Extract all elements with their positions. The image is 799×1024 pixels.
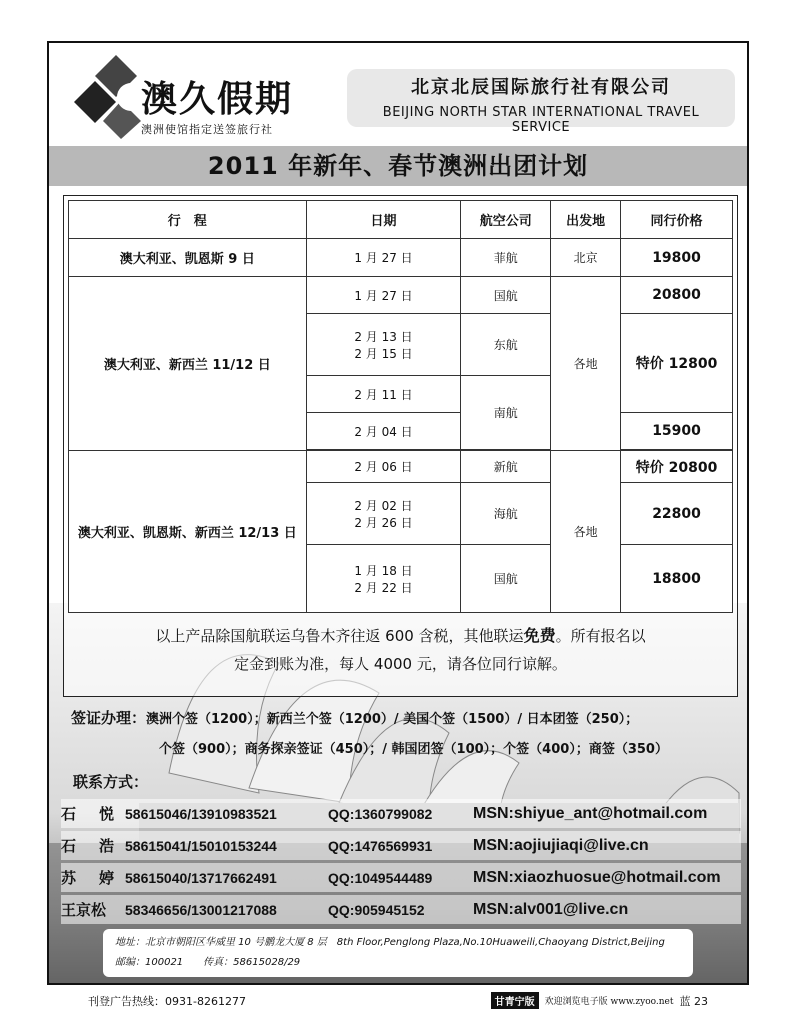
price-cell: 特价 20800: [621, 451, 733, 483]
contact-msn: MSN:aojiujiaqi@live.cn: [473, 836, 649, 854]
contact-qq: QQ:905945152: [328, 901, 425, 918]
postcode-fax-line: 邮编：100021 传真：58615028/29: [115, 957, 301, 968]
origin-cell: 各地: [551, 451, 621, 613]
route-cell: 澳大利亚、新西兰 11/12 日: [69, 277, 307, 451]
edition-badge: 甘青宁版: [491, 992, 539, 1009]
contact-name: 苏 婷: [61, 869, 119, 887]
date-cell: [306, 483, 461, 545]
site-text: 欢迎浏览电子版 www.zyoo.net: [544, 997, 674, 1007]
logo-subtitle: 澳洲使馆指定送签旅行社: [141, 123, 273, 136]
airline-cell: 国航: [461, 277, 551, 314]
airline-cell: 菲航: [461, 239, 551, 277]
contact-heading: 联系方式：: [73, 773, 149, 791]
note-text-end: 。所有报名以: [555, 627, 646, 645]
note-line-1: [64, 622, 737, 650]
booking-note: [64, 622, 737, 678]
contact-name: 石 悦: [61, 805, 119, 823]
visa-section: [71, 703, 731, 765]
date-cell: [306, 545, 461, 613]
schedule-table: [68, 200, 733, 613]
origin-cell: 各地: [551, 277, 621, 451]
date-line: 1 月 18 日: [354, 563, 413, 578]
contact-msn: MSN:xiaozhuosue@hotmail.com: [473, 868, 721, 886]
table-row: [69, 239, 733, 277]
address-box: [103, 929, 693, 977]
date-line: 2 月 15 日: [354, 346, 413, 361]
footer-right: [491, 992, 708, 1009]
contact-list: [61, 799, 741, 927]
contact-phone: 58615041/15010153244: [125, 837, 277, 854]
page-footer: [88, 992, 708, 1009]
airline-cell: 东航: [461, 314, 551, 376]
price-cell: 18800: [621, 545, 733, 613]
col-header-route: 行 程: [69, 201, 307, 239]
address-line: 地址：北京市朝阳区华威里 10 号鹏龙大厦 8 层 8th Floor,Penglong Plaza,No.10Huaweili,Chaoyang District,Beijing: [115, 937, 665, 948]
price-cell: 15900: [621, 413, 733, 450]
price-cell: 19800: [621, 239, 733, 277]
page-title: 2011 年新年、春节澳洲出团计划: [207, 152, 589, 180]
logo-title: 澳久假期: [141, 78, 294, 120]
col-header-date: 日期: [306, 201, 461, 239]
schedule-table-box: [63, 195, 738, 697]
contact-msn: MSN:shiyue_ant@hotmail.com: [473, 804, 708, 822]
date-cell: 1 月 27 日: [306, 239, 461, 277]
date-cell: [306, 314, 461, 376]
note-text: 以上产品除国航联运乌鲁木齐往返 600 含税，其他联运: [155, 627, 524, 645]
ad-frame: [47, 41, 749, 985]
date-cell: 2 月 04 日: [306, 413, 461, 450]
contact-phone: 58346656/13001217088: [125, 901, 277, 918]
col-header-price: 同行价格: [621, 201, 733, 239]
origin-cell: 北京: [551, 239, 621, 277]
page-number: 蓝 23: [679, 994, 708, 1008]
date-cell: 1 月 27 日: [306, 277, 461, 314]
title-band: [49, 146, 747, 186]
col-header-airline: 航空公司: [461, 201, 551, 239]
date-cell: 2 月 06 日: [306, 451, 461, 483]
date-line: 2 月 26 日: [354, 515, 413, 530]
date-line: 2 月 02 日: [354, 498, 413, 513]
company-name-cn: 北京北辰国际旅行社有限公司: [411, 77, 671, 98]
date-line: 2 月 22 日: [354, 580, 413, 595]
visa-line-2: 个签（900）；商务探亲签证（450）；/ 韩国团签（100）；个签（400）；商签（350）: [159, 742, 668, 757]
company-box: [347, 69, 735, 135]
contact-phone: 58615046/13910983521: [125, 805, 277, 822]
contact-row: [61, 863, 741, 892]
contact-phone: 58615040/13717662491: [125, 869, 277, 886]
airline-cell: 新航: [461, 451, 551, 483]
contact-row: [61, 895, 741, 924]
date-line: 2 月 13 日: [354, 329, 413, 344]
contact-row: [61, 831, 741, 860]
airline-cell: 国航: [461, 545, 551, 613]
contact-qq: QQ:1476569931: [328, 837, 433, 854]
visa-label: 签证办理：: [71, 709, 147, 727]
route-cell: 澳大利亚、凯恩斯、新西兰 12/13 日: [69, 451, 307, 613]
table-row: [69, 277, 733, 314]
airline-cell: 海航: [461, 483, 551, 545]
ad-hotline: 刊登广告热线：0931-8261277: [88, 994, 246, 1008]
visa-text-1: 澳洲个签（1200）；新西兰个签（1200）/ 美国个签（1500）/ 日本团签（250）；: [146, 712, 639, 727]
contact-row: [61, 799, 741, 828]
contact-msn: MSN:alv001@live.cn: [473, 900, 629, 918]
price-cell: 22800: [621, 483, 733, 545]
note-line-2: 定金到账为准，每人 4000 元，请各位同行谅解。: [234, 655, 567, 673]
table-row: [69, 451, 733, 483]
price-cell: 20800: [621, 277, 733, 314]
price-cell: 特价 12800: [621, 314, 733, 413]
company-name-en: BEIJING NORTH STAR INTERNATIONAL TRAVEL SERVICE: [382, 105, 700, 135]
date-cell: 2 月 11 日: [306, 376, 461, 413]
visa-line-1: [71, 703, 731, 735]
route-cell: 澳大利亚、凯恩斯 9 日: [69, 239, 307, 277]
contact-name: 石 浩: [61, 837, 119, 855]
logo: [71, 49, 321, 139]
contact-name: 王京松: [61, 901, 107, 919]
table-header-row: [69, 201, 733, 239]
note-emphasis: 免费: [523, 626, 556, 645]
contact-qq: QQ:1360799082: [328, 805, 433, 822]
contact-qq: QQ:1049544489: [328, 869, 433, 886]
airline-cell: 南航: [461, 376, 551, 450]
col-header-origin: 出发地: [551, 201, 621, 239]
